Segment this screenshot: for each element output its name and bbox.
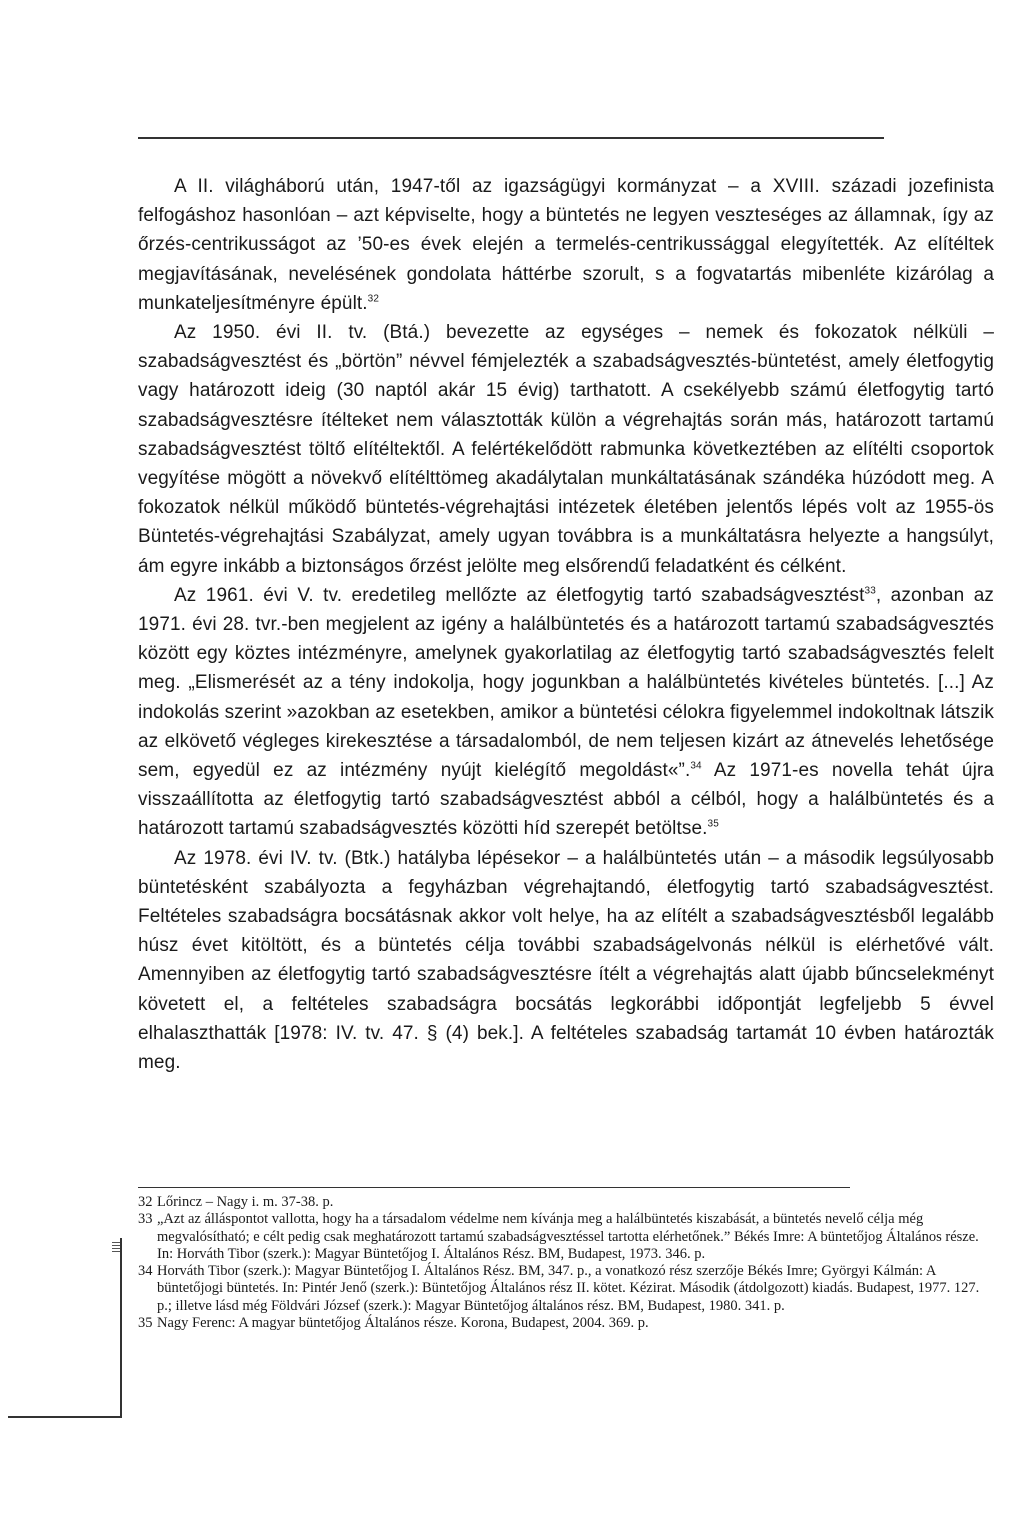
paragraph-3-text-b: , azonban az 1971. évi 28. tvr.-ben megjelent az igény a halálbüntetés és a határozott tartamú szabadságvesztés között egy köztes intézményre, amelynek gyakorlatilag az életfogytig tartó szabadságvesztés felelt meg. „Elismerését az a tény indokolja, hogy jogunkban a halálbüntetés kivételes büntetés. [...] Az indokolás szerint »azokban az esetekben, amikor a büntetési célokra figyelemmel indokoltnak látszik az elkövető végleges kirekesztése a társadalomból, de nem teljesen kizárt az átnevelés lehetősége sem, egyedül ez az intézmény nyújt kielégítő megoldást«”. (138, 584, 994, 782)
footnote-text: Horváth Tibor (szerk.): Magyar Büntetőjog I. Általános Rész. BM, 347. p., a vonatkozó rész szerzője Békés Imre; Györgyi Kálmán: A büntetőjogi büntetés. In: Pintér Jenő (szerk.): Büntetőjog Általános rész II. kötet. Kézirat. Második (átdolgozott) kiadás. Budapest, 1977. 127. p.; illetve lásd még Földvári József (szerk.): Magyar Büntetőjog általános rész. BM, Budapest, 1980. 341. p. (157, 1263, 980, 1314)
footnote-number: 33 (138, 1211, 153, 1228)
footnote-text: Nagy Ferenc: A magyar büntetőjog Általános része. Korona, Budapest, 2004. 369. p. (157, 1315, 649, 1332)
paragraph-3 (138, 581, 994, 844)
paragraph-3-text-c: Az 1971-es novella tehát újra visszaállította az életfogytig tartó szabadságvesztést abból a célból, hogy a halálbüntetés és a határozott tartamú szabadságvesztés közötti híd szerepét betöltse. (138, 760, 994, 840)
footnote-number: 32 (138, 1194, 153, 1210)
paragraph-4 (138, 844, 994, 1078)
paragraph-2-text: Az 1950. évi II. tv. (Btá.) bevezette az egységes – nemek és fokozatok nélküli – szabadságvesztést és „börtön” névvel fémjelezték a szabadságvesztés-büntetést, amely életfogytig vagy határozott ideig (30 naptól akár 15 évig) tarthatott. A csekélyebb számú életfogytig tartó szabadságvesztésre ítélteket nem választották külön a végrehajtás során más, határozott tartamú szabadságvesztést töltő elítéltektől. A felértékelődött rabmunka következtében az elítélti csoportok vegyítése mögött a növekvő elítélttömeg akadálytalan munkáltatásának szándéka húzódott meg. A fokozatok nélkül működő büntetés-végrehajtási intézetek életében jelentős lépés volt az 1955-ös Büntetés-végrehajtási Szabályzat, amely ugyan továbbra is a munkáltatásra helyezte a hangsúlyt, ám egyre inkább a biztonságos őrzést jelölte meg elsőrendű feladatként és célként. (138, 322, 994, 577)
footnotes (138, 1194, 994, 1332)
paragraph-1-text: A II. világháború után, 1947-től az igazságügyi kormányzat – a XVIII. századi jozefinista felfogáshoz hasonlóan – azt képviselte, hogy a büntetés ne legyen veszteséges az államnak, így az őrzés-centrikusságot az ’50-es évek elején a termelés-centrikussággal elegyítették. Az elítéltek megjavításának, nevelésének gondolata háttérbe szorult, s a fogvatartás mibenléte kizárólag a munkateljesítményre épült. (138, 176, 994, 314)
footnote-separator (138, 1187, 850, 1188)
footnote-ref-33: 33 (864, 585, 876, 597)
footnote-text: Lőrincz – Nagy i. m. 37-38. p. (157, 1194, 334, 1210)
footnote-35 (138, 1315, 994, 1332)
margin-bracket (8, 1238, 122, 1418)
scan-mark (112, 1240, 120, 1252)
footnote-34 (138, 1263, 994, 1315)
paragraph-3-text-a: Az 1961. évi V. tv. eredetileg mellőzte az életfogytig tartó szabadságvesztést (174, 584, 865, 606)
footnote-33 (138, 1211, 994, 1263)
main-text (138, 172, 994, 1077)
footnote-text: „Azt az álláspontot vallotta, hogy ha a társadalom védelme nem kívánja meg a halálbüntetés kiszabását, a büntetés nevelő célja még megvalósítható; e célt pedig csak meghatározott tartamú szabadságvesztéssel tartotta elérhetőnek.” Békés Imre: A büntetőjog Általános része. In: Horváth Tibor (szerk.): Magyar Büntetőjog I. Általános Rész. BM, Budapest, 1973. 346. p. (157, 1211, 979, 1262)
footnote-number: 34 (138, 1263, 153, 1280)
paragraph-1 (138, 172, 994, 318)
paragraph-4-text: Az 1978. évi IV. tv. (Btk.) hatályba lépésekor – a halálbüntetés után – a második legsúlyosabb büntetésként szabályozta a fegyházban végrehajtandó, életfogytig tartó szabadságvesztést. Feltételes szabadságra bocsátásnak akkor volt helye, ha az elítélt a szabadságvesztésből legalább húsz évet kitöltött, és a büntetés célja további szabadságelvonás nélkül is elérhetővé vált. Amennyiben az életfogytig tartó szabadságvesztésre ítélt a végrehajtás alatt újabb bűncselekményt követett el, a feltételes szabadságra bocsátás legkorábbi időpontját legfeljebb 5 évvel elhalaszthatták [1978: IV. tv. 47. § (4) bek.]. A feltételes szabadság tartamát 10 évben határozták meg. (138, 847, 994, 1074)
footnote-ref-35: 35 (707, 819, 719, 831)
header-rule (138, 137, 884, 139)
footnote-ref-34: 34 (690, 760, 702, 772)
paragraph-2 (138, 318, 994, 581)
footnote-number: 35 (138, 1315, 153, 1332)
footnote-ref-32: 32 (367, 293, 379, 305)
footnote-32 (138, 1194, 994, 1211)
